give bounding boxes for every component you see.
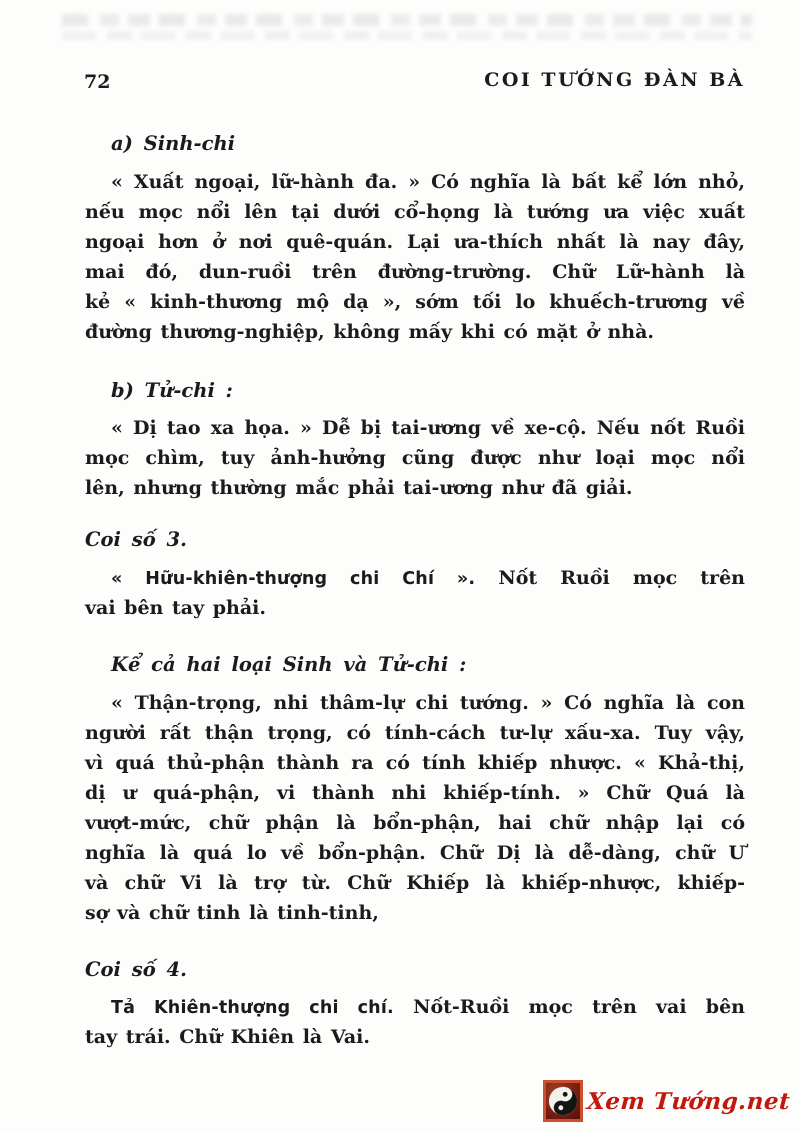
site-watermark bbox=[543, 1080, 790, 1122]
paragraph-than-trong bbox=[85, 688, 745, 928]
text-line: vượt-mức, chữ phận là bổn-phận, hai chữ nhập lại có bbox=[85, 812, 745, 834]
paragraph-coi-so-3 bbox=[85, 563, 745, 623]
text-line: vì quá thủ-phận thành ra có tính khiếp nhược. « Khả-thị, bbox=[85, 752, 745, 774]
ke-ca-heading bbox=[85, 650, 745, 680]
text-line: dị ư quá-phận, vi thành nhi khiếp-tính. » Chữ Quá là bbox=[85, 782, 745, 804]
yin-yang-icon bbox=[543, 1080, 583, 1122]
text-span: Nốt Ruồi mọc trên bbox=[498, 567, 745, 589]
bold-phrase: « Hữu-khiên-thượng chi Chí ». bbox=[111, 569, 476, 589]
text-span: Nốt-Ruồi mọc trên vai bên bbox=[413, 996, 745, 1018]
text-line: người rất thận trọng, có tính-cách tư-lự xấu-xa. Tuy vậy, bbox=[85, 722, 745, 744]
text-line: mọc chìm, tuy ảnh-hưởng cũng được như loại mọc nổi bbox=[85, 447, 745, 469]
text-line: kẻ « kinh-thương mộ dạ », sớm tối lo khuếch-trương về bbox=[85, 291, 745, 313]
text-line bbox=[85, 563, 745, 593]
text-line: đường thương-nghiệp, không mấy khi có mặt ở nhà. bbox=[85, 321, 655, 343]
heading-text: Kể cả hai loại Sinh và Tử-chi : bbox=[111, 653, 467, 676]
text-line bbox=[85, 992, 745, 1022]
heading-text: a) Sinh-chi bbox=[111, 132, 236, 155]
paragraph-coi-so-4 bbox=[85, 992, 745, 1052]
text-line: « Dị tao xa họa. » Dễ bị tai-ương về xe-cộ. Nếu nốt Ruồi bbox=[111, 417, 745, 439]
paragraph-sinh-chi bbox=[85, 167, 745, 347]
section-heading-a bbox=[85, 129, 745, 159]
text-line: « Thận-trọng, nhi thâm-lự chi tướng. » Có nghĩa là con bbox=[111, 692, 745, 714]
coi-so-4-heading bbox=[85, 955, 745, 985]
text-line: nghĩa là quá lo về bổn-phận. Chữ Dị là dễ-dàng, chữ Ư bbox=[85, 842, 745, 864]
text-line: mai đó, dun-ruồi trên đường-trường. Chữ Lữ-hành là bbox=[85, 261, 745, 283]
text-line: tay trái. Chữ Khiên là Vai. bbox=[85, 1026, 370, 1048]
coi-so-3-heading bbox=[85, 525, 745, 555]
text-line: ngoại hơn ở nơi quê-quán. Lại ưa-thích nhất là nay đây, bbox=[85, 231, 745, 253]
ink-bleedthrough bbox=[62, 14, 752, 46]
text-line: sợ và chữ tinh là tinh-tinh, bbox=[85, 902, 379, 924]
heading-text: Coi số 4. bbox=[85, 958, 187, 981]
running-title: COI TƯỚNG ĐÀN BÀ bbox=[484, 69, 745, 91]
text-line: vai bên tay phải. bbox=[85, 597, 266, 619]
watermark-site-name: Xem Tướng.net bbox=[585, 1087, 791, 1115]
page-number: 72 bbox=[84, 71, 111, 93]
text-line: lên, nhưng thường mắc phải tai-ương như đã giải. bbox=[85, 477, 633, 499]
text-line: « Xuất ngoại, lữ-hành đa. » Có nghĩa là bất kể lớn nhỏ, bbox=[111, 171, 745, 193]
bold-phrase: Tả Khiên-thượng chi chí. bbox=[111, 998, 394, 1018]
heading-text: b) Tử-chi : bbox=[111, 379, 233, 402]
paragraph-tu-chi bbox=[85, 413, 745, 503]
heading-text: Coi số 3. bbox=[85, 528, 187, 551]
text-line: và chữ Vi là trợ từ. Chữ Khiếp là khiếp-nhược, khiếp- bbox=[85, 872, 745, 894]
section-heading-b bbox=[85, 376, 745, 406]
text-line: nếu mọc nổi lên tại dưới cổ-họng là tướng ưa việc xuất bbox=[85, 201, 745, 223]
